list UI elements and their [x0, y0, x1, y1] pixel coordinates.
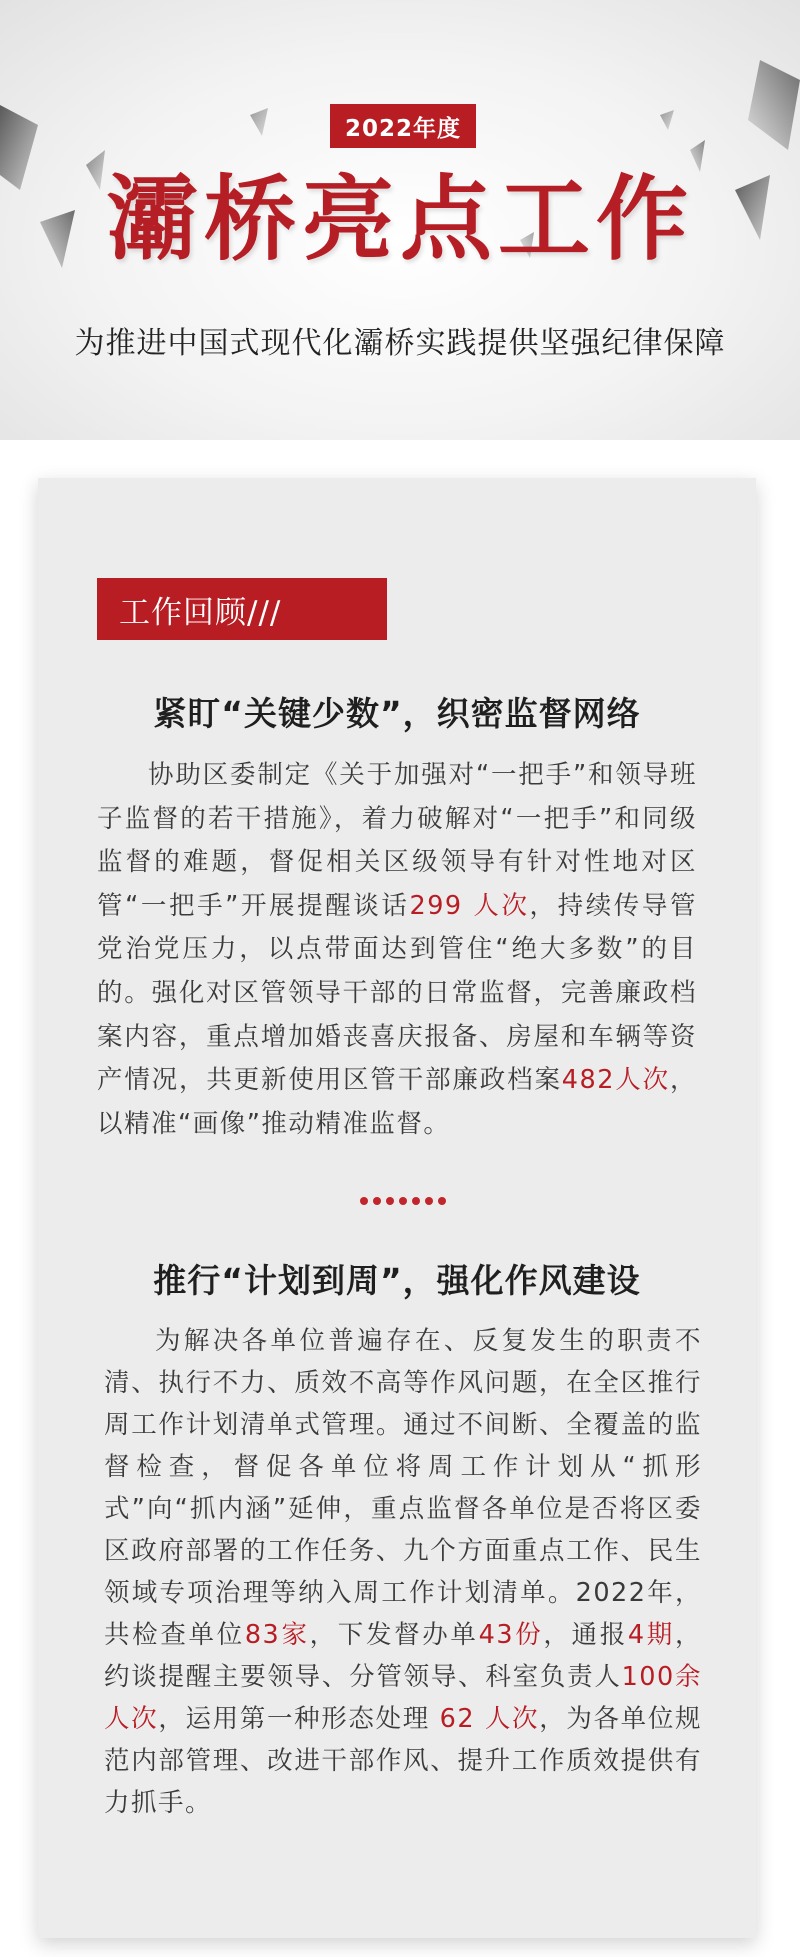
main-title: 灞桥亮点工作	[105, 166, 694, 273]
section2-paragraph	[104, 1320, 702, 1824]
highlight-number: 100余人次	[104, 1662, 702, 1734]
section-tab-work-review: 工作回顾///	[97, 578, 387, 640]
subtitle: 为推进中国式现代化灞桥实践提供坚强纪律保障	[74, 326, 726, 361]
year-badge: 2022年度	[330, 104, 476, 148]
highlight-number: 62 人次	[439, 1704, 540, 1734]
section1-paragraph	[97, 754, 697, 1146]
content-card	[38, 478, 756, 1938]
section2-heading: 推行“计划到周”，强化作风建设	[153, 1261, 641, 1300]
highlight-number: 83家	[244, 1620, 310, 1650]
dotted-divider	[360, 1197, 446, 1205]
text-run: ，持续传导管党治党压力，以点带面达到管住“绝大多数”的目的。强化对区管领导干部的日常监督，完善廉政档案内容，重点增加婚丧喜庆报备、房屋和车辆等资产情况，共更新使用区管干部廉政档案	[97, 890, 697, 1096]
header-banner	[0, 0, 800, 440]
text-run: ，运用第一种形态处理	[158, 1704, 440, 1734]
highlight-number: 299 人次	[409, 890, 530, 921]
section1-heading: 紧盯“关键少数”，织密监督网络	[153, 694, 641, 733]
text-run: 协助区委制定《关于加强对“一把手”和领导班子监督的若干措施》，着力破解对“一把手”和同级监督的难题，督促相关区级领导有针对性地对区管“一把手”开展提醒谈话	[97, 760, 697, 921]
text-run: ，约谈提醒主要领导、分管领导、科室负责人	[104, 1620, 702, 1692]
text-run: 为解决各单位普遍存在、反复发生的职责不清、执行不力、质效不高等作风问题，在全区推行周工作计划清单式管理。通过不间断、全覆盖的监督检查，督促各单位将周工作计划从“抓形式”向“抓内涵”延伸，重点监督各单位是否将区委区政府部署的工作任务、九个方面重点工作、民生领域专项治理等纳入周工作计划清单。2022年，共检查单位	[104, 1326, 702, 1650]
text-run: ，下发督办单	[309, 1620, 479, 1650]
highlight-number: 43份	[478, 1620, 544, 1650]
text-run: ，为各单位规范内部管理、改进干部作风、提升工作质效提供有力抓手。	[104, 1704, 702, 1818]
text-run: ，以精准“画像”推动精准监督。	[97, 1065, 697, 1139]
highlight-number: 482人次	[561, 1065, 670, 1096]
text-run: ，通报	[543, 1620, 628, 1650]
highlight-number: 4期	[627, 1620, 675, 1650]
